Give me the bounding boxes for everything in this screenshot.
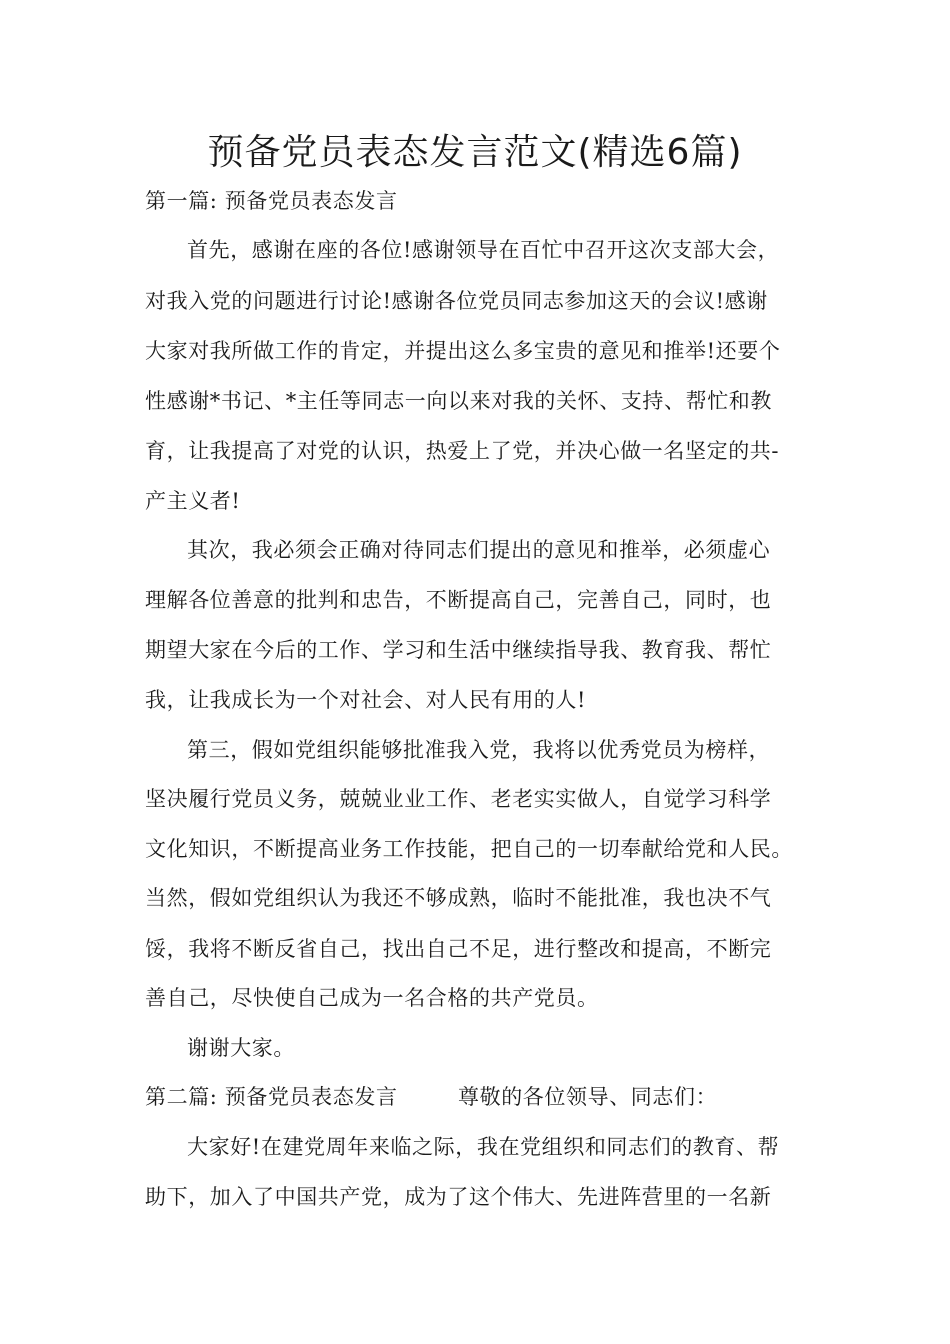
paragraph-line: 当然，假如党组织认为我还不够成熟，临时不能批准，我也决不气 xyxy=(145,886,772,910)
section-heading: 第一篇: 预备党员表态发言 xyxy=(145,189,398,213)
section-heading: 第二篇: 预备党员表态发言 xyxy=(145,1085,398,1109)
paragraph-line: 谢谢大家。 xyxy=(187,1036,295,1060)
paragraph-line: 我，让我成长为一个对社会、对人民有用的人! xyxy=(145,688,587,712)
paragraph-line: 性感谢*书记、*主任等同志一向以来对我的关怀、支持、帮忙和教 xyxy=(145,389,772,413)
paragraph-line: 馁，我将不断反省自己，找出自己不足，进行整改和提高，不断完 xyxy=(145,937,772,961)
salutation: 尊敬的各位领导、同志们： xyxy=(458,1085,718,1109)
document-title: 预备党员表态发言范文(精选6篇) xyxy=(207,132,743,173)
paragraph-line: 大家好!在建党周年来临之际，我在党组织和同志们的教育、帮 xyxy=(187,1135,780,1159)
paragraph-line: 对我入党的问题进行讨论!感谢各位党员同志参加这天的会议!感谢 xyxy=(145,289,768,313)
paragraph-line: 首先，感谢在座的各位!感谢领导在百忙中召开这次支部大会， xyxy=(187,238,780,262)
paragraph-line: 善自己，尽快使自己成为一名合格的共产党员。 xyxy=(145,986,599,1010)
paragraph-line: 育，让我提高了对党的认识，热爱上了党，并决心做一名坚定的共- xyxy=(145,439,780,463)
paragraph-line: 第三，假如党组织能够批准我入党，我将以优秀党员为榜样， xyxy=(187,738,771,762)
paragraph-line: 助下，加入了中国共产党，成为了这个伟大、先进阵营里的一名新 xyxy=(145,1185,772,1209)
paragraph-line: 文化知识，不断提高业务工作技能，把自己的一切奉献给党和人民。 xyxy=(145,837,793,861)
paragraph-line: 期望大家在今后的工作、学习和生活中继续指导我、教育我、帮忙 xyxy=(145,638,772,662)
paragraph-line: 其次，我必须会正确对待同志们提出的意见和推举，必须虚心 xyxy=(187,538,771,562)
paragraph-line: 产主义者! xyxy=(145,489,241,513)
paragraph-line: 坚决履行党员义务，兢兢业业工作、老老实实做人，自觉学习科学 xyxy=(145,787,772,811)
paragraph-line: 大家对我所做工作的肯定，并提出这么多宝贵的意见和推举!还要个 xyxy=(145,339,781,363)
paragraph-line: 理解各位善意的批判和忠告，不断提高自己，完善自己，同时，也 xyxy=(145,588,772,612)
